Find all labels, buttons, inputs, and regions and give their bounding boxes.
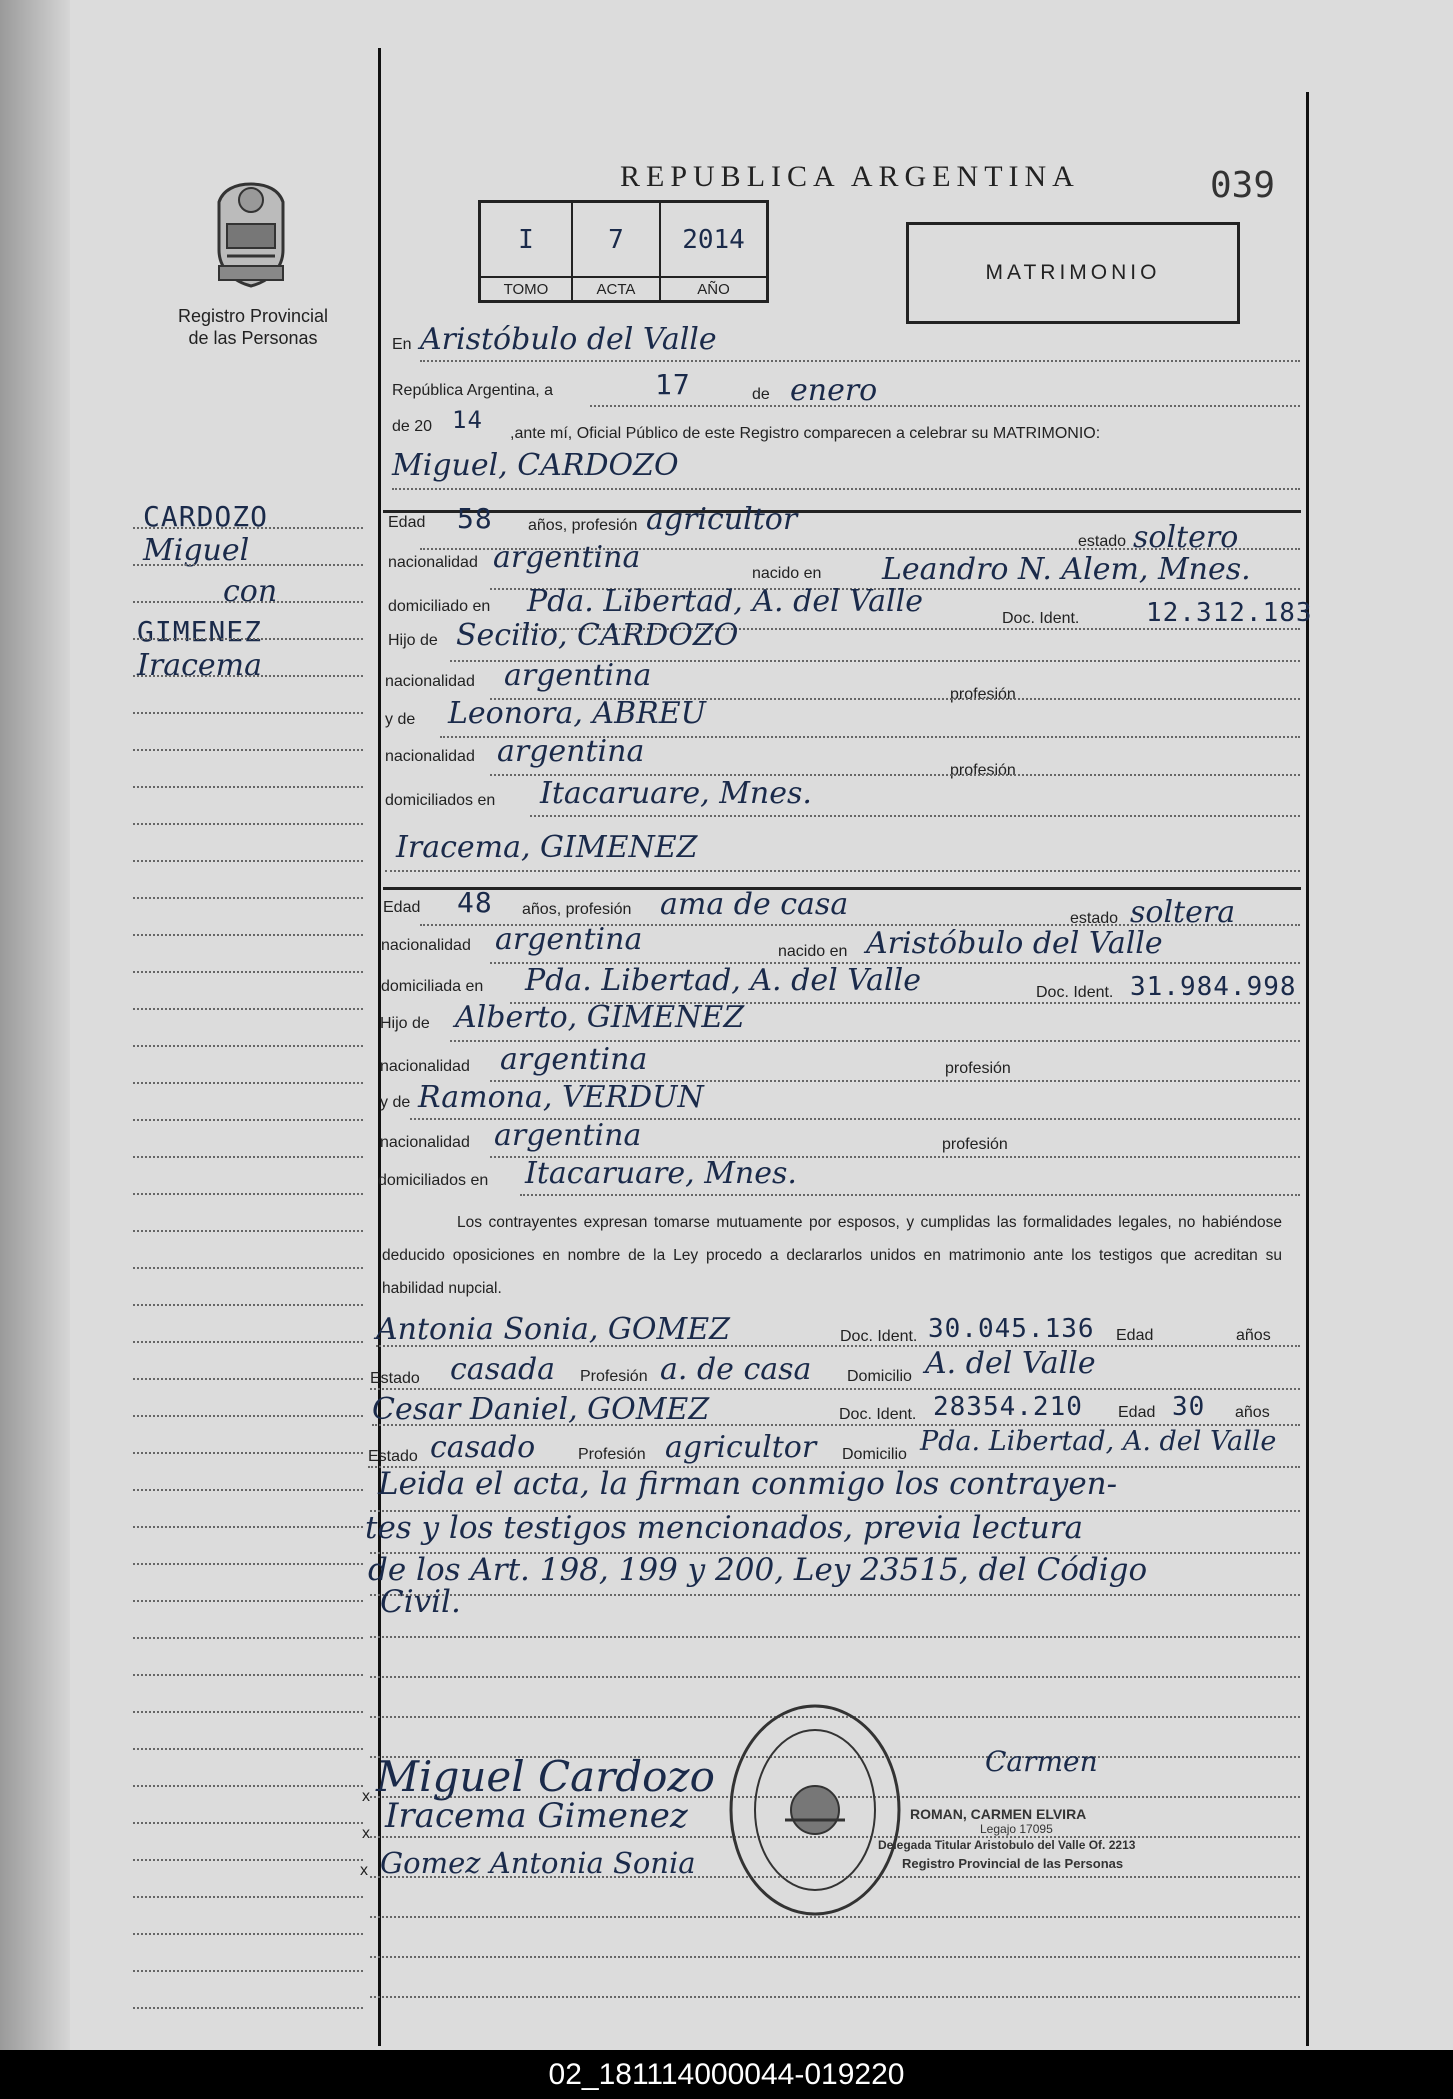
signature-witness: Gomez Antonia Sonia [380,1846,696,1880]
margin-dotted-line [133,1415,363,1417]
officer-office: Delegada Titular Aristobulo del Valle Of. 2213 [878,1838,1136,1852]
bride-profesion-label: profesión [945,1060,1011,1077]
misiones-seal-icon [205,180,297,290]
groom-doc: 12.312.183 [1146,598,1313,628]
signature-mark: x [362,1788,370,1805]
anio-label: AÑO [661,276,766,300]
margin-dotted-line [133,1526,363,1528]
groom-edad-label: Edad [388,514,426,531]
bride-estado-label: estado [1070,910,1119,927]
acta-label: ACTA [573,276,661,300]
groom-hijo-label: Hijo de [388,632,438,649]
official-round-stamp-icon [725,1700,905,1920]
witness2-name: Cesar Daniel, GOMEZ [372,1392,710,1427]
groom-address: Pda. Libertad, A. del Valle [527,584,923,619]
margin-dotted-line [133,1822,363,1824]
groom-nationality: argentina [493,540,641,575]
bride-mother-nationality: argentina [494,1118,642,1153]
witness1-doc-label: Doc. Ident. [840,1328,918,1345]
margin-dotted-line [133,1489,363,1491]
officer-registry: Registro Provincial de las Personas [902,1856,1124,1871]
dotted-line [385,870,1300,872]
groom-doc-label: Doc. Ident. [1002,610,1080,627]
margin-dotted-line [133,1156,363,1158]
anio-value: 2014 [682,224,745,255]
acta-value: 7 [608,224,624,255]
signature-mark: x [362,1825,370,1842]
tomo-acta-anio-box [478,200,769,303]
dotted-line [370,1594,1300,1596]
margin-dotted-line [133,601,363,603]
bride-domiciliada-label: domiciliada en [381,978,484,995]
groom-profession: agricultor [646,502,798,537]
registry-label-line1: Registro Provincial [177,306,329,326]
blank-dotted-line [370,1996,1300,1998]
margin-dotted-line [133,897,363,899]
groom-domiciliados-label: domiciliados en [385,792,496,809]
bride-nac-label: nacionalidad [381,937,471,954]
witness2-doc: 28354.210 [933,1392,1083,1422]
groom-birthplace: Leandro N. Alem, Mnes. [882,552,1251,587]
closing-line-2: tes y los testigos mencionados, previa lectura [365,1510,1083,1546]
witness1-doc: 30.045.136 [928,1314,1095,1344]
groom-marital-status: soltero [1133,520,1239,555]
margin-dotted-line [133,749,363,751]
bride-doc: 31.984.998 [1130,972,1297,1002]
margin-dotted-line [133,1637,363,1639]
margin-dotted-line [133,1970,363,1972]
margin-dotted-line [133,712,363,714]
margin-dotted-line [133,1193,363,1195]
groom-mother-nac-label: nacionalidad [385,748,475,765]
bride-name: Iracema, GIMENEZ [396,830,698,865]
right-margin-rule [1306,92,1309,2046]
witness1-edad-label: Edad [1116,1327,1154,1344]
bride-yde-label: y de [380,1094,411,1111]
witness2-estado-label: Estado [368,1448,418,1465]
acta-cell [573,203,661,276]
margin-dotted-line [133,1378,363,1380]
witness2-profesion-label: Profesión [578,1446,646,1463]
margin-dotted-line [133,1045,363,1047]
witness1-estado-label: Estado [370,1370,420,1387]
margin-dotted-line [133,1563,363,1565]
witness1-status: casada [450,1352,556,1387]
closing-line-3: de los Art. 198, 199 y 200, Ley 23515, del Código [368,1552,1148,1588]
margin-dotted-line [133,1119,363,1121]
witness2-status: casado [430,1430,536,1465]
bride-mother: Ramona, VERDUN [418,1080,704,1115]
witness1-profesion-label: Profesión [580,1368,648,1385]
dotted-line [420,360,1300,362]
page-number: 039 [1210,165,1276,206]
tomo-label: TOMO [481,276,573,300]
groom-father-nac-label: nacionalidad [385,673,475,690]
dotted-line [590,405,1300,407]
intro-day: 17 [655,368,691,401]
dotted-line [520,1194,1300,1196]
blank-dotted-line [370,1676,1300,1678]
margin-dotted-line [133,1711,363,1713]
margin-dotted-line [133,1452,363,1454]
signature-bride: Iracema Gimenez [385,1796,688,1836]
registry-label [148,305,358,349]
dotted-line [376,1345,1300,1347]
closing-line-4: Civil. [380,1584,461,1620]
margin-dotted-line [133,971,363,973]
bride-marital-status: soltera [1130,895,1236,930]
margin-note-3: con [223,574,278,609]
margin-dotted-line [133,1304,363,1306]
intro-text: ,ante mí, Oficial Público de este Registro comparecen a celebrar su MATRIMONIO: [510,425,1101,442]
declaration-paragraph: Los contrayentes expresan tomarse mutuamente por esposos, y cumplidas las formalidades legales, no habiéndose deducido oposiciones en nombre de la Ley procedo a declararlos unidos en matrimonio ante los testigos que acreditan su habilidad nupcial. [382,1214,1282,1297]
margin-note-4: GIMENEZ [137,615,263,648]
groom-mother-nationality: argentina [497,734,645,769]
margin-dotted-line [133,1008,363,1010]
margin-note-2: Miguel [143,533,250,568]
anio-cell [661,203,766,276]
registry-label-line2: de las Personas [188,328,318,348]
bride-domiciliados-label: domiciliados en [378,1172,489,1189]
witness1-profession: a. de casa [660,1352,812,1387]
groom-anos-prof-label: años, profesión [528,517,638,534]
tomo-cell [481,203,573,276]
groom-mother: Leonora, ABREU [448,696,706,731]
witness2-age: 30 [1172,1392,1206,1422]
bride-father-nac-label: nacionalidad [380,1058,470,1075]
witness1-name: Antonia Sonia, GOMEZ [376,1312,730,1347]
groom-mother-prof-label: profesión [950,762,1016,779]
intro-place: Aristóbulo del Valle [420,322,717,357]
signature-groom: Miguel Cardozo [376,1752,715,1801]
bride-mother-nac-label: nacionalidad [380,1134,470,1151]
intro-year-suffix: 14 [452,406,483,434]
witness1-address: A. del Valle [925,1346,1096,1381]
en-label: En [392,336,412,353]
margin-dotted-line [133,564,363,566]
record-type-box: MATRIMONIO [906,222,1240,324]
margin-dotted-line [133,1082,363,1084]
left-margin-rule [378,48,381,2046]
groom-yde-label: y de [385,711,416,728]
groom-nacido-label: nacido en [752,565,822,582]
section-divider [383,510,1301,513]
signature-mark: x [360,1862,368,1879]
bride-address: Pda. Libertad, A. del Valle [525,963,921,998]
de-label: de [752,386,770,403]
margin-dotted-line [133,934,363,936]
country-title: REPUBLICA ARGENTINA [620,160,1080,193]
margin-dotted-line [133,1933,363,1935]
margin-dotted-line [133,1674,363,1676]
groom-profesion-label: profesión [950,686,1016,703]
witness2-doc-label: Doc. Ident. [839,1406,917,1423]
dotted-line [530,815,1300,817]
witness2-edad-label: Edad [1118,1404,1156,1421]
margin-dotted-line [133,1859,363,1861]
groom-estado-label: estado [1078,533,1127,550]
republica-label: República Argentina, a [392,382,553,399]
margin-dotted-line [133,786,363,788]
margin-dotted-line [133,860,363,862]
witness2-domicilio-label: Domicilio [842,1446,907,1463]
de20-label: de 20 [392,418,433,435]
margin-dotted-line [133,1600,363,1602]
margin-dotted-line [133,1267,363,1269]
margin-dotted-line [133,2007,363,2009]
bride-nacido-label: nacido en [778,943,848,960]
bride-profession: ama de casa [660,887,849,922]
bride-doc-label: Doc. Ident. [1036,984,1114,1001]
margin-dotted-line [133,675,363,677]
groom-father: Secilio, CARDOZO [456,618,739,653]
blank-dotted-line [370,1636,1300,1638]
witness2-anos-label: años [1235,1404,1270,1421]
margin-dotted-line [133,1896,363,1898]
margin-dotted-line [133,1748,363,1750]
groom-domiciliado-label: domiciliado en [388,598,491,615]
dotted-line [370,1388,1300,1390]
groom-father-nationality: argentina [504,658,652,693]
bride-edad-label: Edad [383,899,421,916]
intro-month: enero [790,373,878,408]
page-shadow [0,0,70,2050]
witness1-anos-label: años [1236,1327,1271,1344]
margin-dotted-line [133,527,363,529]
margin-dotted-line [133,1785,363,1787]
groom-parents-address: Itacaruare, Mnes. [540,776,812,811]
bride-birthplace: Aristóbulo del Valle [866,926,1163,961]
margin-dotted-line [133,823,363,825]
margin-note-5: Iracema [137,648,262,683]
bride-anos-prof-label: años, profesión [522,901,632,918]
bride-age: 48 [457,886,493,919]
margin-note-1: CARDOZO [143,500,269,533]
margin-dotted-line [133,638,363,640]
bride-parents-address: Itacaruare, Mnes. [525,1156,797,1191]
margin-dotted-line [133,1341,363,1343]
bride-father-nationality: argentina [500,1042,648,1077]
blank-dotted-line [370,1956,1300,1958]
officer-name: ROMAN, CARMEN ELVIRA [910,1806,1087,1822]
groom-age: 58 [457,502,493,535]
bride-mother-prof-label: profesión [942,1136,1008,1153]
groom-name: Miguel, CARDOZO [392,448,679,483]
officer-signature: Carmen [985,1745,1098,1778]
margin-dotted-line [133,1230,363,1232]
witness2-address: Pda. Libertad, A. del Valle [920,1426,1277,1457]
bride-father: Alberto, GIMENEZ [455,1000,745,1035]
closing-line-1: Leida el acta, la firman conmigo los contrayen- [378,1466,1118,1502]
tomo-value: I [518,224,534,255]
witness2-profession: agricultor [665,1430,817,1465]
officer-legajo: Legajo 17095 [980,1822,1053,1836]
groom-nac-label: nacionalidad [388,554,478,571]
dotted-line [392,488,1300,490]
footer-id: 02_181114000044-019220 [0,2050,1453,2099]
bride-nationality: argentina [495,922,643,957]
bride-hijo-label: Hijo de [380,1015,430,1032]
witness1-domicilio-label: Domicilio [847,1368,912,1385]
